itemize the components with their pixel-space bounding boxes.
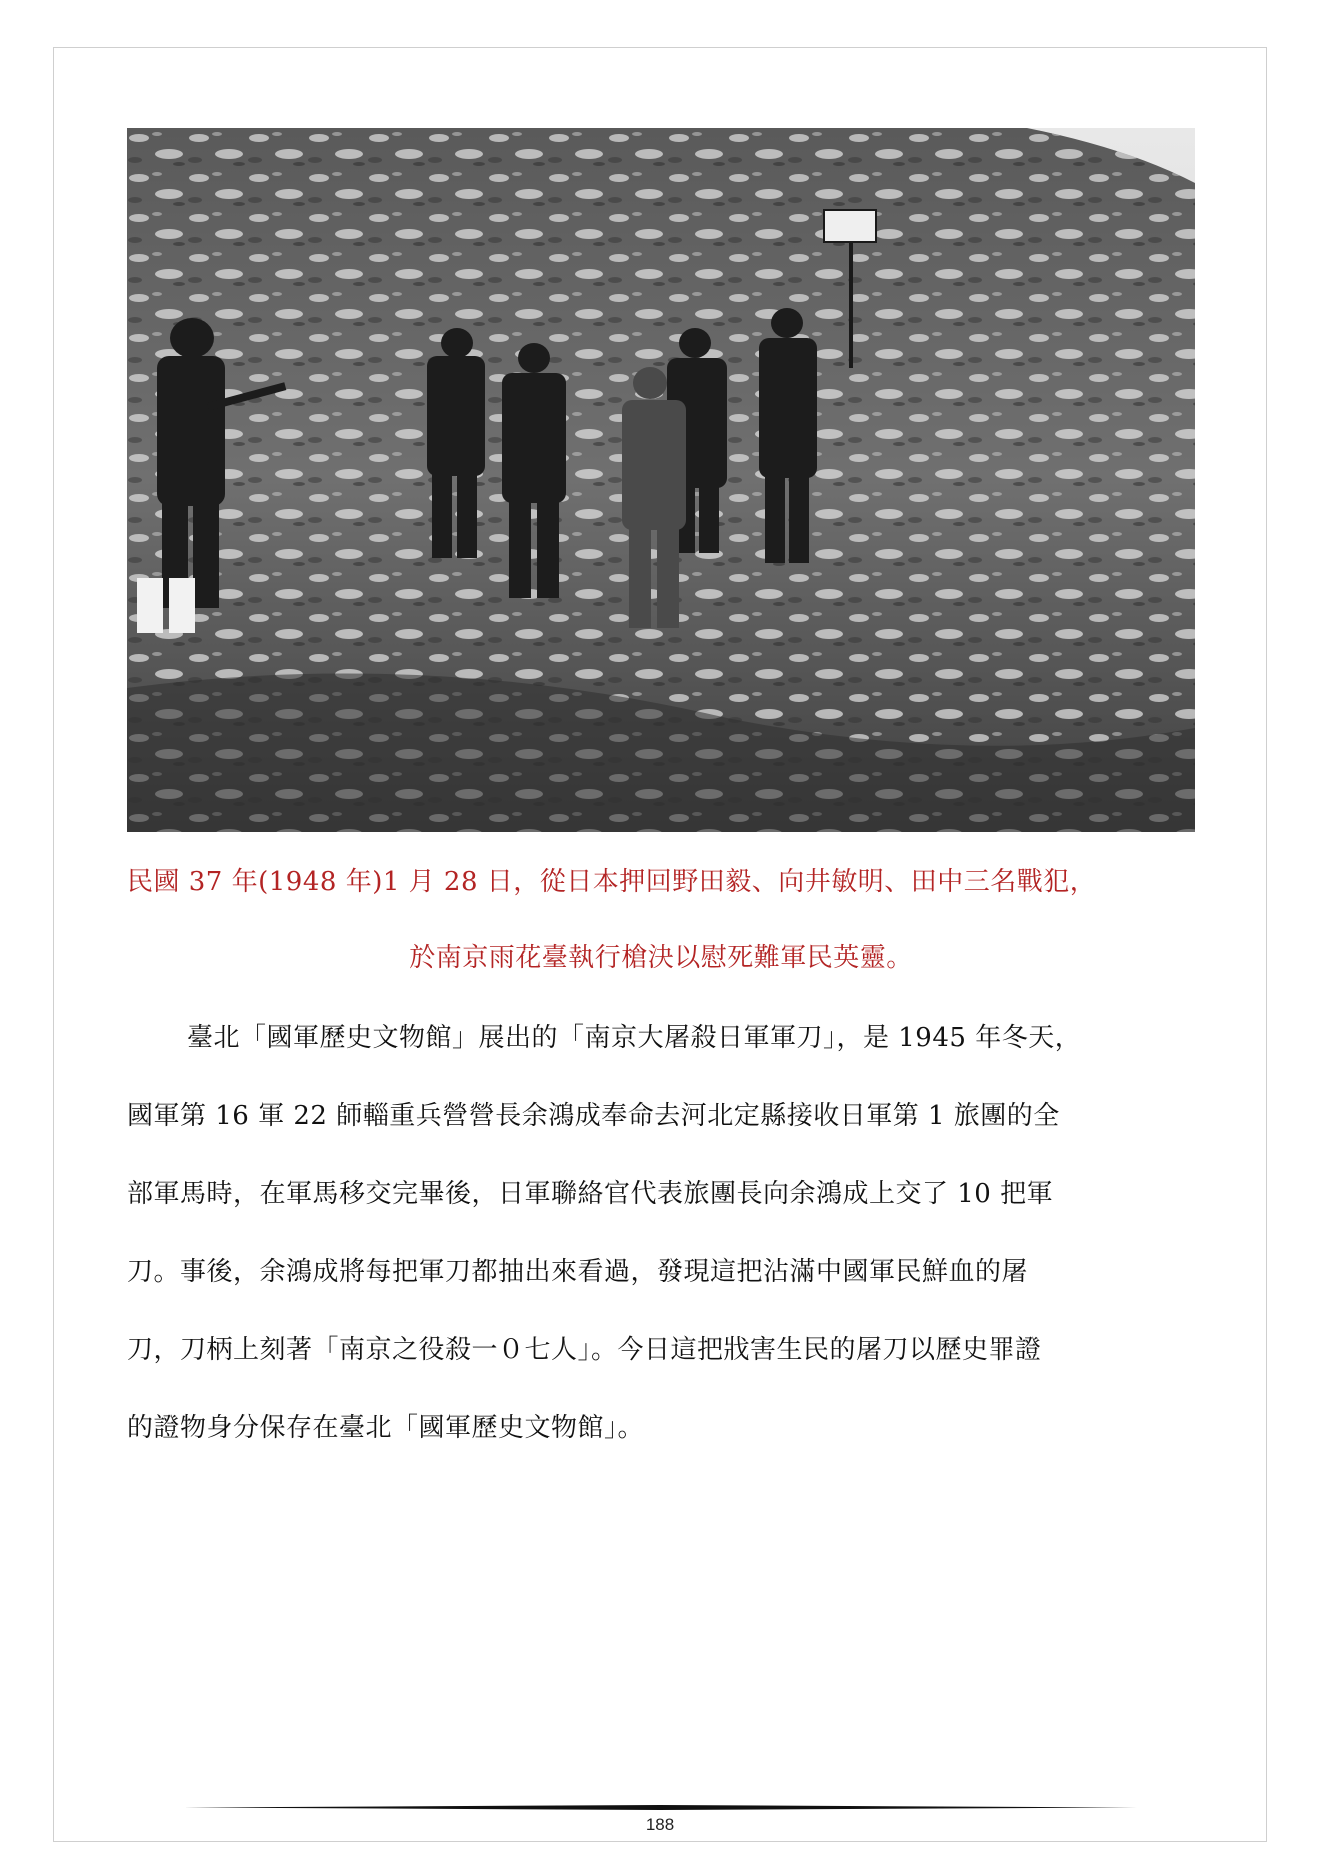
photo-caption-line-1: 民國 37 年(1948 年)1 月 28 日，從日本押回野田毅、向井敏明、田中三名戰犯， bbox=[127, 867, 1097, 897]
body-paragraph-line: 刀，刀柄上刻著「南京之役殺一０七人」。今日這把戕害生民的屠刀以歷史罪證 bbox=[127, 1335, 1042, 1365]
body-paragraph-line: 部軍馬時，在軍馬移交完畢後，日軍聯絡官代表旅團長向余鴻成上交了 10 把軍 bbox=[127, 1179, 1054, 1209]
page-number: 188 bbox=[645, 1815, 675, 1834]
photo-caption-line-2: 於南京雨花臺執行槍決以慰死難軍民英靈。 bbox=[409, 943, 913, 973]
photo-image-icon bbox=[127, 128, 1195, 832]
body-paragraph-line: 刀。事後，余鴻成將每把軍刀都抽出來看過，發現這把沾滿中國軍民鮮血的屠 bbox=[127, 1257, 1029, 1287]
body-paragraph-line: 的證物身分保存在臺北「國軍歷史文物館」。 bbox=[127, 1413, 645, 1443]
body-paragraph-line: 臺北「國軍歷史文物館」展出的「南京大屠殺日軍軍刀」，是 1945 年冬天， bbox=[187, 1023, 1082, 1053]
footer-divider bbox=[183, 1805, 1137, 1810]
historical-photo bbox=[127, 128, 1195, 832]
body-paragraph-line: 國軍第 16 軍 22 師輜重兵營營長余鴻成奉命去河北定縣接收日軍第 1 旅團的全 bbox=[127, 1101, 1060, 1131]
